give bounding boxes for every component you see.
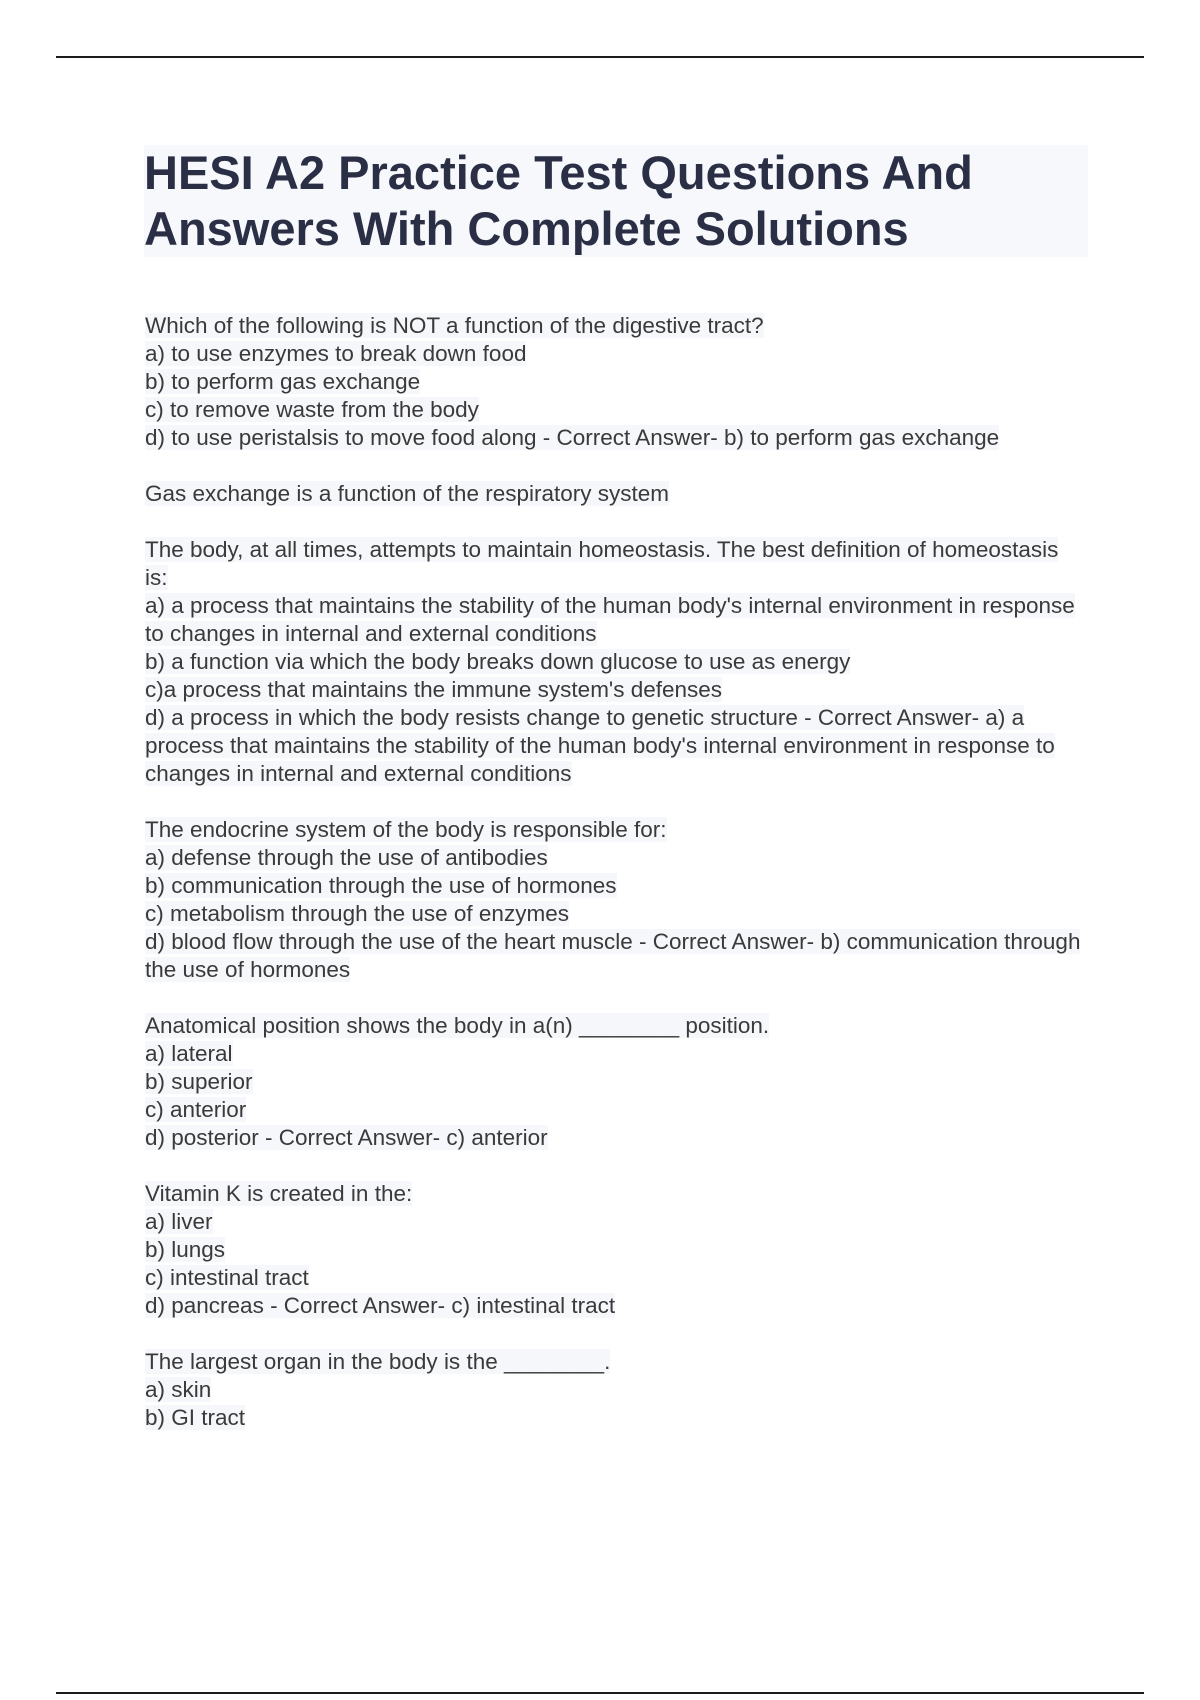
qa-content [145,312,1085,1460]
answer-option: b) to perform gas exchange [145,369,421,394]
answer-option: c)a process that maintains the immune system's defenses [145,677,723,702]
question-text: Anatomical position shows the body in a(n) ________ position. [145,1013,770,1038]
answer-option: a) skin [145,1377,212,1402]
answer-option-with-correct-answer: d) a process in which the body resists change to genetic structure - Correct Answer- a) a process that maintains the stability of the human body's internal environment in response to changes in internal and external conditions [145,705,1055,786]
question-text: Vitamin K is created in the: [145,1181,413,1206]
answer-option-with-correct-answer: d) to use peristalsis to move food along - Correct Answer- b) to perform gas exchange [145,425,1000,450]
answer-option: b) a function via which the body breaks down glucose to use as energy [145,649,851,674]
answer-option: a) lateral [145,1041,233,1066]
qa-block [145,1348,1085,1432]
answer-option: b) superior [145,1069,253,1094]
explanation-block [145,480,1085,508]
answer-option: b) communication through the use of hormones [145,873,617,898]
answer-option-with-correct-answer: d) blood flow through the use of the heart muscle - Correct Answer- b) communication through the use of hormones [145,929,1081,982]
footer-rule [56,1692,1144,1694]
answer-option: a) a process that maintains the stability of the human body's internal environment in response to changes in internal and external conditions [145,593,1075,646]
qa-block [145,1180,1085,1320]
qa-block [145,536,1085,788]
header-rule [56,56,1144,58]
question-text: The body, at all times, attempts to maintain homeostasis. The best definition of homeostasis is: [145,537,1059,590]
answer-option: c) anterior [145,1097,247,1122]
answer-option: a) to use enzymes to break down food [145,341,527,366]
answer-option: a) defense through the use of antibodies [145,845,548,870]
answer-option: c) metabolism through the use of enzymes [145,901,569,926]
answer-option: b) lungs [145,1237,226,1262]
title-block [144,145,1088,257]
answer-option: b) GI tract [145,1405,246,1430]
answer-option: c) intestinal tract [145,1265,309,1290]
answer-option-with-correct-answer: d) posterior - Correct Answer- c) anterior [145,1125,548,1150]
question-text: The largest organ in the body is the ________. [145,1349,611,1374]
question-text: The endocrine system of the body is responsible for: [145,817,667,842]
question-text: Which of the following is NOT a function of the digestive tract? [145,313,764,338]
qa-block [145,312,1085,452]
page-title: HESI A2 Practice Test Questions And Answers With Complete Solutions [144,146,973,255]
answer-option: a) liver [145,1209,213,1234]
qa-block [145,816,1085,984]
answer-option: c) to remove waste from the body [145,397,479,422]
explanation-text: Gas exchange is a function of the respiratory system [145,481,670,506]
answer-option-with-correct-answer: d) pancreas - Correct Answer- c) intestinal tract [145,1293,616,1318]
qa-block [145,1012,1085,1152]
